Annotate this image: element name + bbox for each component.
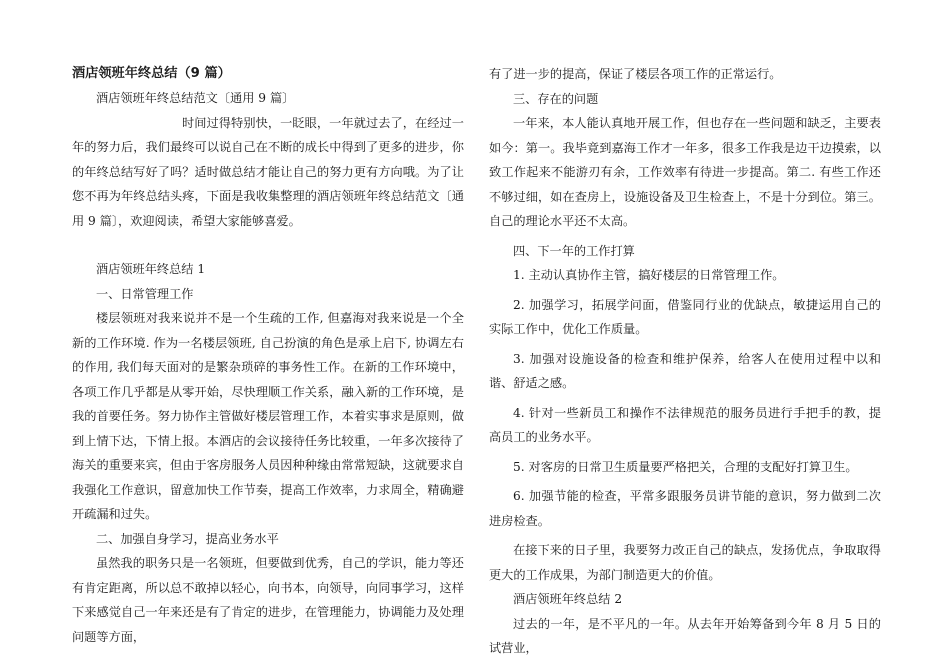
section2-paragraph-1: 过去的一年，是不平凡的一年。从去年开始筹备到今年 8 月 5 日的试营业，: [489, 616, 881, 655]
plan-item-4: 4. 针对一些新员工和操作不法律规范的服务员进行手把手的教，提高员工的业务水平。: [489, 405, 881, 444]
right-column: [489, 62, 881, 661]
section1-paragraph-2: 虽然我的职务只是一名领班，但要做到优秀，自己的学识，能力等还有肯定距离，所以总不敢掉以轻心，向书本，向领导，向同事学习，这样下来感觉自己一年来还是有了肯定的进步，在管理能力，协调能力及处理问题等方面，: [72, 556, 464, 644]
plan-item-6: 6. 加强节能的检查，平常多跟服务员讲节能的意识，努力做到二次进房检查。: [489, 489, 881, 528]
section1-heading-3: 三、存在的问题: [513, 91, 599, 106]
section1-paragraph-3: 一年来，本人能认真地开展工作，但也存在一些问题和缺乏，主要表如今：第一。我毕竟到嘉海工作才一年多，很多工作我是边干边摸索，以致工作起来不能游刃有余，工作效率有待进一步提高。第二. 有些工作还不够过细，如在查房上，设施设备及卫生检查上，不是十分到位。第三。自己的理论水平还不太高。: [489, 116, 881, 228]
section-title-1: 酒店领班年终总结 1: [96, 262, 206, 276]
plan-item-5: 5. 对客房的日常卫生质量要严格把关，合理的支配好打算卫生。: [513, 459, 858, 474]
section1-heading-1: 一、日常管理工作: [96, 286, 194, 301]
document-subtitle: 酒店领班年终总结范文〔通用 9 篇〕: [96, 91, 295, 105]
plan-item-2: 2. 加强学习，拓展学问面，借鉴同行业的优缺点，敏捷运用自己的实际工作中，优化工作质量。: [489, 297, 881, 336]
intro-paragraph: 时间过得特别快，一眨眼，一年就过去了，在经过一年的努力后，我们最终可以说自己在不断的成长中得到了更多的进步，你的年终总结写好了吗？适时做总结才能让自己的努力更有方向哦。为了让您不再为年终总结头疼，下面是我收集整理的酒店领班年终总结范文〔通用 9 篇〕，欢迎阅读，希望大家能够喜爱。: [72, 115, 464, 228]
section-title-2: 酒店领班年终总结 2: [513, 592, 623, 606]
section1-paragraph-2-continued: 有了进一步的提高，保证了楼层各项工作的正常运行。: [489, 67, 782, 81]
section1-paragraph-1: 楼层领班对我来说并不是一个生疏的工作, 但嘉海对我来说是一个全新的工作环境. 作为一名楼层领班, 自己扮演的角色是承上启下, 协调左右的作用, 我们每天面对的是繁杂琐碎的事务性工作。在新的工作环境中，各项工作几乎都是从零开始，尽快理顺工作关系，融入新的工作环境，是我的首要任务。努力协作主管做好楼层管理工作，本着实事求是原则，做到上情下达，下情上报。本酒店的会议接待任务比较重，一年多次接待了海关的重要来宾，但由于客房服务人员因种种缘由常常短缺，这就要求自我强化工作意识，留意加快工作节奏，提高工作效率，力求周全，精确避开疏漏和过失。: [72, 311, 464, 521]
section1-closing: 在接下来的日子里，我要努力改正自己的缺点，发扬优点，争取取得更大的工作成果，为部门制造更大的价值。: [489, 543, 881, 582]
section1-heading-4: 四、下一年的工作打算: [513, 243, 635, 258]
section1-heading-2: 二、加强自身学习，提高业务水平: [96, 531, 279, 546]
spacer: [72, 233, 464, 257]
document-title: 酒店领班年终总结（9 篇）: [72, 66, 231, 81]
left-column: [72, 62, 464, 649]
plan-item-1: 1. 主动认真协作主管，搞好楼层的日常管理工作。: [513, 268, 785, 282]
plan-item-3: 3. 加强对设施设备的检查和维护保养，给客人在使用过程中以和谐、舒适之感。: [489, 351, 881, 390]
